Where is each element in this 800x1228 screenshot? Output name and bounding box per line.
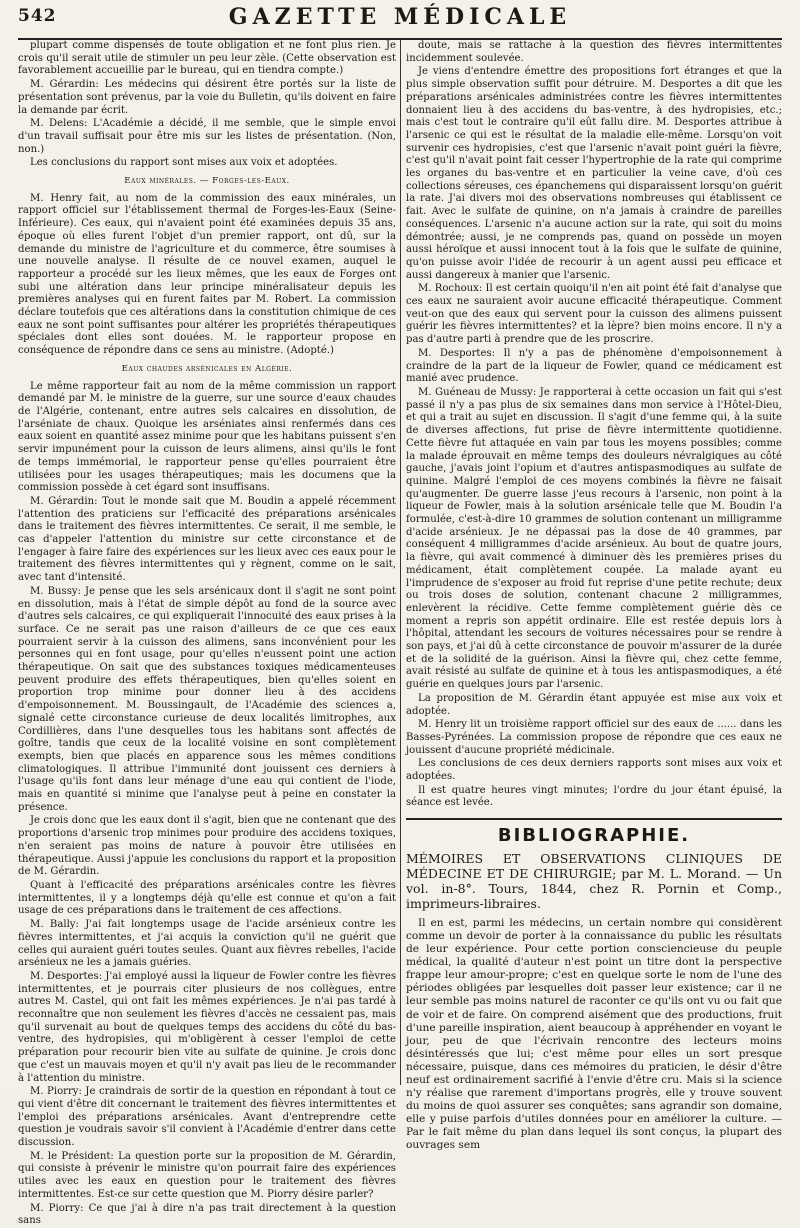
paragraph: M. Bussy: Je pense que les sels arsénicaux dont il s'agit ne sont point en dissolution, mais à l'état de simple dépôt au fond de la source avec d'autres sels calcaires, ce qui expliquerait l'innocuité des eaux prises à la surface. Ce ne serait pas une raison d'ailleurs de ce que ces eaux pourraient servir à la cuisson des alimens, sans inconvénient pour les personnes qui en font usage, pour qu'elles n'eussent point une action thérapeutique. On sait que des substances toxiques médicamenteuses peuvent produire des effets thérapeutiques, bien qu'elles soient en proportion trop minime pour donner lieu à des accidens d'empoisonnement. M. Boussingault, de l'Académie des sciences a, signalé cette circonstance curieuse de deux localités limitrophes, aux Cordillières, dans l'une desquelles tous les habitans sont affectés de goître, tandis que ceux de la localité voisine en sont complètement exempts, bien que placés en apparence sous les mêmes conditions climatologiques. Il attribue l'immunité dont jouissent ces derniers à l'usage qu'ils font dans leur ménage d'une eau qui contient de l'iode, mais en quantité si minime que l'analyse peut à peine en constater la présence. (18, 585, 396, 813)
paragraph: doute, mais se rattache à la question des fièvres intermittentes incidemment soulevée. (406, 40, 782, 64)
paragraph: Les conclusions de ces deux derniers rapports sont mises aux voix et adoptées. (406, 758, 782, 783)
paragraph: La proposition de M. Gérardin étant appuyée est mise aux voix et adoptée. (406, 692, 782, 717)
paragraph: Je crois donc que les eaux dont il s'agit, bien que ne contenant que des proportions d'arsenic trop minimes pour produire des accidens toxiques, n'en seraient pas moins de nature à pouvoir être utilisées en thérapeutique. Aussi j'appuie les conclusions du rapport et la proposition de M. Gérardin. (18, 815, 396, 878)
paragraph: plupart comme dispensés de toute obligation et ne font plus rien. Je crois qu'il serait utile de stimuler un peu leur zèle. (Cette observation est favorablement accueillie par le bureau, qui en tiendra compte.) (18, 40, 396, 77)
paragraph: M. Guéneau de Mussy: Je rapporterai à cette occasion un fait qui s'est passé il n'y a pas plus de six semaines dans mon service à l'Hôtel-Dieu, et qui a trait au sujet en discussion. Il s'agit d'une femme qui, à la suite de diverses affections, fut prise de fièvre intermittente quotidienne. Cette fièvre fut attaquée en vain par tous les moyens possibles; comme la malade éprouvait en même temps des douleurs névralgiques au côté gauche, j'avais joint l'opium et d'autres antispasmodiques au sulfate de quinine. Malgré l'emploi de ces moyens combinés la fièvre ne faisait qu'augmenter. De guerre lasse j'eus recours à l'arsenic, non point à la liqueur de Fowler, mais à la solution arsénicale telle que M. Boudin l'a formulée, c'est-à-dire 10 grammes de solution contenant un milligramme d'acide arsénieux. Je ne dépassai pas la dose de 40 grammes, par conséquent 4 milligrammes d'acide arsénieux. Au bout de quatre jours, la fièvre, qui avait commencé à diminuer dès les premières prises du médicament, était complètement coupée. La malade ayant eu l'imprudence de s'exposer au froid fut reprise d'une petite rechute; deux ou trois doses de solution, contenant chacune 2 milligrammes, enlevèrent la récidive. Cette femme complètement guérie dès ce moment a repris son appétit ordinaire. Elle est restée depuis lors à l'hôpital, attendant les secours de voitures nécessaires pour se rendre à son pays, et j'ai dû à cette circonstance de pouvoir m'assurer de la durée et de la solidité de la guérison. Ainsi la fièvre qui, chez cette femme, avait résisté au sulfate de quinine et à tous les antispasmodiques, a été guérie en quelques jours par l'arsenic. (406, 386, 782, 691)
right-column (406, 40, 782, 1152)
paragraph: Le même rapporteur fait au nom de la même commission un rapport demandé par M. le ministre de la guerre, sur une source d'eaux chaudes de l'Algérie, contenant, entre autres sels calcaires en dissolution, de l'arséniate de chaux. Quoique les arséniates ainsi renfermés dans ces eaux soient en quantité assez minime pour que les habitans puissent s'en servir impunément pour la cuisson de leurs alimens, ainsi qu'ils le font de temps immémorial, le rapporteur pense qu'elles pourraient être utilisées pour les usages thérapeutiques; mais les documens que la commission possède à cet égard sont insuffisans. (18, 380, 396, 494)
paragraph: Quant à l'efficacité des préparations arsénicales contre les fièvres intermittentes, il y a longtemps déjà qu'elle est connue et qu'on a fait usage de ces préparations dans le traitement de ces affections. (18, 880, 396, 917)
review-paragraph: Il en est, parmi les médecins, un certain nombre qui considèrent comme un devoir de porter à la connaissance du public les résultats de leur expérience. Pour cette portion consciencieuse du peuple médical, la qualité d'auteur n'est point un titre dont la perspective frappe leur amour-propre; c'est en quelque sorte le nom de l'une des périodes obligées par lesquelles doit passer leur existence; car il ne leur semble pas moins naturel de raconter ce qu'ils ont vu ou fait que de voir et de faire. On comprend aisément que des productions, fruit d'une pareille inspiration, aient beaucoup à appréhender en voyant le jour, peu de que l'écrivain rencontre des lecteurs moins désintéressés que lui; c'est même pour elles un sort presque nécessaire, puisque, dans ces mémoires du praticien, le désir d'être neuf est ordinairement sacrifié à l'envie d'être cru. Mais si la science n'y réalise que rarement d'importans progrès, elle y trouve souvent du moins de quoi assurer ses conquêtes; sans agrandir son domaine, elle y puise parfois d'utiles données pour en améliorer la culture. — Par le fait même du plan dans lequel ils sont conçus, la plupart des ouvrages sem (406, 916, 782, 1152)
paragraph: M. Henry lit un troisième rapport officiel sur des eaux de ...... dans les Basses-Pyrénées. La commission propose de répondre que ces eaux ne jouissent d'aucune propriété médicinale. (406, 719, 782, 756)
paragraph: Je viens d'entendre émettre des propositions fort étranges et que la plus simple observation suffit pour détruire. M. Desportes a dit que les préparations arsénicales administrées contre les fièvres intermittentes donnaient lieu à des accidens du bas-ventre, à des hydropisies, etc.; mais c'est tout le contraire qu'il eût fallu dire. M. Desportes attribue à l'arsenic ce qui est le résultat de la maladie elle-même. Lorsqu'on voit survenir ces hydropisies, c'est que l'arsenic n'avait point guéri la fièvre, c'est qu'il n'avait point fait cesser l'hypertrophie de la rate qui comprime les organes du bas-ventre et en particulier la veine cave, d'où ces collections séreuses, ces épanchemens qui disparaissent lorsqu'on guérit la rate. J'ai divers moi des observations nombreuses qui établissent ce fait. Avec le sulfate de quinine, on n'a jamais à craindre de pareilles conséquences. L'arsenic n'a aucune action sur la rate, qui soit du moins démontrée; aussi, je ne comprends pas, quand on possède un moyen aussi héroïque et aussi innocent tout à la fois que le sulfate de quinine, qu'on puisse avoir l'idée de recourir à un agent aussi peu efficace et aussi dangereux à manier que l'arsenic. (406, 66, 782, 281)
paragraph: M. Desportes: Il n'y a pas de phénomène d'empoisonnement à craindre de la part de la liqueur de Fowler, quand ce médicament est manié avec prudence. (406, 347, 782, 385)
masthead-title: GAZETTE MÉDICALE (228, 4, 572, 30)
paragraph: M. Piorry: Ce que j'ai à dire n'a pas trait directement à la question sans (18, 1202, 396, 1227)
paragraph: M. Piorry: Je craindrais de sortir de la question en répondant à tout ce qui vient d'être dit concernant le traitement des fièvres intermittentes et l'emploi des préparations arsénicales. Avant d'entreprendre cette question je voudrais savoir s'il convient à l'Académie d'entrer dans cette discussion. (18, 1086, 396, 1149)
paragraph: M. Rochoux: Il est certain quoiqu'il n'en ait point été fait d'analyse que ces eaux ne sauraient avoir aucune efficacité thérapeutique. Comment veut-on que des eaux qui servent pour la cuisson des alimens puissent guérir les fièvres intermittentes? et la lèpre? bien moins encore. Il n'y a pas d'autre parti à prendre que de les proscrire. (406, 283, 782, 346)
paragraph: M. Gérardin: Tout le monde sait que M. Boudin a appelé récemment l'attention des praticiens sur l'efficacité des préparations arsénicales dans le traitement des fièvres intermittentes. Ce serait, il me semble, le cas d'appeler l'attention du ministre sur cette circonstance et de l'engager à faire faire des expériences sur les lieux avec ces eaux pour le traitement des fièvres intermittentes qui y règnent, comme on le sait, avec tant d'intensité. (18, 495, 396, 584)
section-heading: Eaux chaudes arsénicales en Algérie. (121, 363, 293, 374)
book-title: MÉMOIRES ET OBSERVATIONS CLINIQUES DE MÉDECINE ET DE CHIRURGIE; par M. L. Morand. — Un vol. in-8°. Tours, 1844, chez R. Pornin et Comp., imprimeurs-libraires. (406, 850, 782, 911)
section-separator (406, 818, 782, 820)
page-header (18, 4, 782, 40)
paragraph: M. Gérardin: Les médecins qui désirent être portés sur la liste de présentation sont prévenus, par la voie du Bulletin, qu'ils doivent en faire la demande par écrit. (18, 79, 396, 116)
bibliography-heading: BIBLIOGRAPHIE. (497, 825, 691, 847)
page-number: 542 (18, 6, 57, 26)
paragraph: M. Bally: J'ai fait longtemps usage de l'acide arsénieux contre les fièvres intermittentes, et j'ai acquis la conviction qu'il ne guérit que celles qui auraient guéri toutes seules. Quant aux fièvres rebelles, l'acide arsénieux ne les a jamais guéries. (18, 919, 396, 969)
paragraph: M. Henry fait, au nom de la commission des eaux minérales, un rapport officiel sur l'établissement thermal de Forges-les-Eaux (Seine-Inférieure). Ces eaux, qui n'avaient point été examinées depuis 35 ans, époque où elles furent l'objet d'un premier rapport, ont dû, sur la demande du ministre de l'agriculture et du commerce, être soumises à une nouvelle analyse. Il résulte de ce nouvel examen, auquel le rapporteur a procédé sur les lieux mêmes, que les eaux de Forges ont subi une altération dans leur principe minéralisateur depuis les premières analyses qui en furent faites par M. Robert. La commission déclare toutefois que ces altérations dans la constitution chimique de ces eaux ne sont point suffisantes pour altérer les propriétés thérapeutiques spéciales dont elles sont douées. M. le rapporteur propose en conséquence de répondre dans ce sens au ministre. (Adopté.) (18, 192, 396, 357)
paragraph: Les conclusions du rapport sont mises aux voix et adoptées. (30, 157, 338, 169)
paragraph: M. le Président: La question porte sur la proposition de M. Gérardin, qui consiste à prévenir le ministre qu'on pourrait faire des expériences utiles avec les eaux en question pour le traitement des fièvres intermittentes. Est-ce sur cette question que M. Piorry désire parler? (18, 1150, 396, 1200)
left-column (18, 40, 396, 1227)
section-heading: Eaux minérales. — Forges-les-Eaux. (124, 176, 290, 187)
column-divider (400, 40, 401, 1085)
paragraph: M. Desportes: J'ai employé aussi la liqueur de Fowler contre les fièvres intermittentes, et je pourrais citer plusieurs de nos collègues, entre autres M. Castel, qui ont fait les mêmes expériences. Je n'ai pas tardé à reconnaître que non seulement les fièvres d'accès ne cessaient pas, mais qu'il survenait au bout de quelques temps des accidens du côté du bas-ventre, des hydropisies, qui m'obligèrent à cesser l'emploi de cette préparation pour recourir bien vite au sulfate de quinine. Je crois donc que c'est un mauvais moyen et qu'il n'y avait pas lieu de le recommander à l'attention du ministre. (18, 970, 396, 1084)
paragraph: Il est quatre heures vingt minutes; l'ordre du jour étant épuisé, la séance est levée. (406, 784, 782, 809)
paragraph: M. Delens: L'Académie a décidé, il me semble, que le simple envoi d'un travail suffisait pour être mis sur les listes de présentation. (Non, non.) (18, 118, 396, 155)
